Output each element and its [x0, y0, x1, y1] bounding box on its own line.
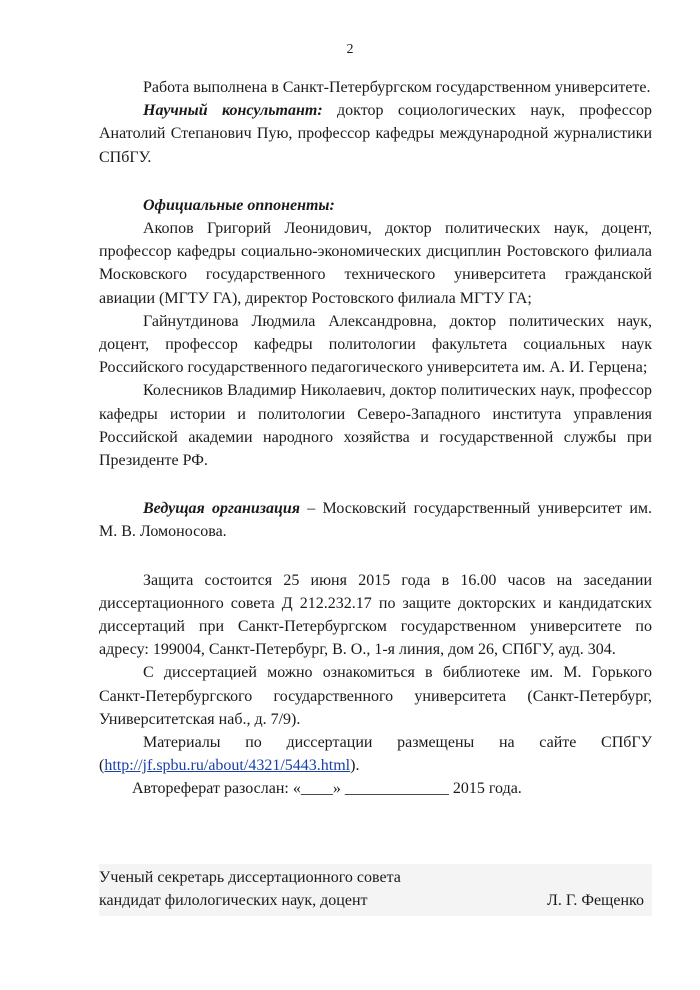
opponents-heading: Официальные оппоненты:: [143, 196, 335, 214]
page-number: 2: [346, 42, 354, 57]
opponent-1: Акопов Григорий Леонидович, доктор политических наук, доцент, профессор кафедры социально-экономических дисциплин Ростовского филиала Московского государственного технического университета гражданской авиации (МГТУ ГА), директор Ростовского филиала МГТУ ГА;: [99, 220, 652, 307]
work-location-paragraph: Работа выполнена в Санкт-Петербургском государственном университете.: [143, 79, 651, 96]
opponent-3: Колесников Владимир Николаевич, доктор политических наук, профессор кафедры истории и политологии Северо-Западного института управления Российской академии народного хозяйства и государственной службы при Президенте РФ.: [99, 382, 652, 470]
materials-link[interactable]: http://jf.spbu.ru/about/4321/5443.html: [104, 757, 351, 775]
signature-line-2: [99, 889, 652, 912]
materials-paragraph: Материалы по диссертации размещены на сайте СПбГУ: [143, 734, 652, 752]
link-open-paren: (: [99, 757, 105, 775]
link-close-paren: ).: [350, 757, 360, 775]
consultant-label: Научный консультант:: [143, 102, 323, 120]
signature-block: [99, 864, 652, 916]
signature-line-1: [99, 866, 652, 889]
sent-date-paragraph: Автореферат разослан: «____» _____________ 2015 года.: [132, 780, 522, 798]
lead-organization-label: Ведущая организация: [143, 500, 301, 518]
materials-link-line: [99, 754, 652, 777]
lead-organization-text: – Московский государственный университет им. М. В. Ломоносова.: [99, 500, 652, 541]
defense-paragraph: Защита состоится 25 июня 2015 года в 16.00 часов на заседании диссертационного совета Д 212.232.17 по защите докторских и кандидатских диссертаций при Санкт-Петербургском государственном университете по адресу: 199004, Санкт-Петербург, В. О., 1-я линия, дом 26, СПбГУ, ауд. 304.: [99, 571, 652, 659]
opponent-2: Гайнутдинова Людмила Александровна, доктор политических наук, доцент, профессор кафедры политологии факультета социальных наук Российского государственного педагогического университета им. А. И. Герцена;: [99, 312, 652, 377]
lead-organization-paragraph: [99, 497, 652, 543]
secretary-name: Л. Г. Фещенко: [547, 892, 644, 909]
library-paragraph: С диссертацией можно ознакомиться в библиотеке им. М. Горького Санкт-Петербургского государственного университета (Санкт-Петербург, Университетская наб., д. 7/9).: [99, 664, 652, 728]
consultant-paragraph: [99, 99, 652, 169]
secretary-degree: кандидат филологических наук, доцент: [99, 892, 368, 909]
consultant-text: доктор социологических наук, профессор Анатолий Степанович Пую, профессор кафедры международной журналистики СПбГУ.: [99, 102, 652, 166]
document-body: [99, 76, 652, 801]
secretary-title: Ученый секретарь диссертационного совета: [99, 869, 401, 886]
